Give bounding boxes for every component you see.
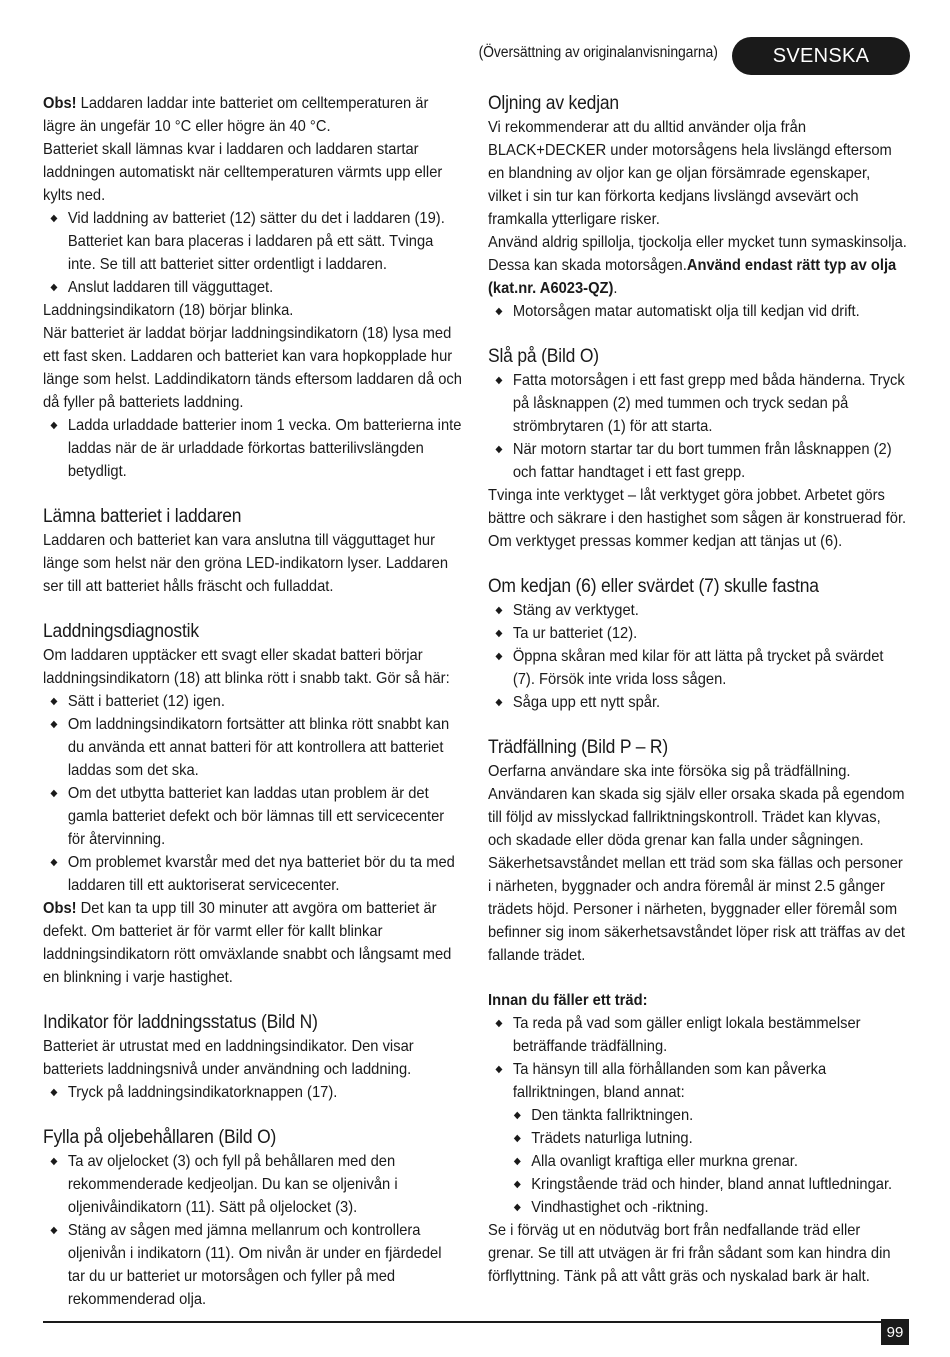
bullet-list [488,300,908,323]
obs-paragraph [43,897,463,989]
sub-bullet-list [488,1104,908,1219]
list-item: ◆ Anslut laddaren till vägguttaget. [43,276,463,299]
section-title-leave-battery: Lämna batteriet i laddaren [43,506,242,527]
list-item: ◆ Ta hänsyn till alla förhållanden som kan påverka fallriktningen, bland annat: [488,1058,908,1104]
list-item: ◆ Ta ur batteriet (12). [488,622,908,645]
list-item: ◆ Vid laddning av batteriet (12) sätter du det i laddaren (19). Batteriet kan bara placeras i laddaren på ett sätt. Tvinga inte. Se till att batteriet sitter ordentligt i laddaren. [43,207,463,276]
list-item: ◆ När motorn startar tar du bort tummen från låsknappen (2) och fattar handtaget i ett fast grepp. [488,438,908,484]
list-item: ◆ Såga upp ett nytt spår. [488,691,908,714]
left-column [43,92,463,1311]
paragraph: Oerfarna användare ska inte försöka sig på trädfällning. Användaren kan skada sig själv eller orsaka skada på egendom till följd av misslyckad fallriktningskontroll. Trädet kan klyvas, och skadade eller döda grenar kan falla under sågningen. [488,763,905,849]
list-item: ◆ Vindhastighet och -riktning. [488,1196,908,1219]
section-title-chain-stuck: Om kedjan (6) eller svärdet (7) skulle fastna [488,576,819,597]
paragraph: Laddaren och batteriet kan vara anslutna till vägguttaget hur länge som helst när den gröna LED-indikatorn lyser. Laddaren ser till att batteriet hålls fräscht och fulladdat. [43,532,449,595]
translation-note: (Översättning av originalanvisningarna) [478,44,718,61]
paragraph [488,231,908,300]
bullet-list [488,599,908,714]
list-item: ◆ Stäng av sågen med jämna mellanrum och kontrollera oljenivån i indikatorn (11). Om nivån är under en fjärdedel tar du ur batteriet ur motorsågen och fyller på med rekommenderad olja. [43,1219,463,1311]
bullet-list [488,369,908,484]
obs-label: Obs! [43,900,77,917]
list-item: ◆ Öppna skåran med kilar för att lätta på trycket på svärdet (7). Försök inte vrida loss sågen. [488,645,908,691]
list-item: ◆ Stäng av verktyget. [488,599,908,622]
paragraph: Säkerhetsavståndet mellan ett träd som ska fällas och personer i närheten, byggnader och andra föremål är minst 2.5 gånger trädets höjd. Personer i närheten, byggnader eller föremål som befinner sig inom säkerhetsavståndet löper risk att träffas av det fallande trädet. [488,855,906,964]
list-item: ◆ Sätt i batteriet (12) igen. [43,690,463,713]
subsection-title-before-felling: Innan du fäller ett träd: [488,992,648,1009]
section-title-chain-lubrication: Oljning av kedjan [488,93,619,114]
list-item: ◆ Om problemet kvarstår med det nya batteriet bör du ta med laddaren till ett auktoriserat servicecenter. [43,851,463,897]
section-title-oil-fill: Fylla på oljebehållaren (Bild O) [43,1127,277,1148]
obs-label: Obs! [43,95,77,112]
bullet-list [43,207,463,299]
paragraph: Batteriet är utrustat med en laddningsindikator. Den visar batteriets laddningsnivå under användning och laddning. [43,1038,414,1078]
paragraph: Vi rekommenderar att du alltid använder olja från BLACK+DECKER under motorsågens hela livslängd eftersom en blandning av oljor kan ge oljan försämrade egenskaper, vilket i sin tur kan förkorta kedjans livslängd avsevärt och framkalla ytterligare risker. [488,119,892,228]
language-badge: SVENSKA [732,37,910,75]
obs-text: Laddaren laddar inte batteriet om celltemperaturen är lägre än ungefär 10 °C eller högre än 40 °C. [43,95,429,135]
list-item: ◆ Den tänkta fallriktningen. [488,1104,908,1127]
paragraph: När batteriet är laddat börjar laddningsindikatorn (18) lysa med ett fast sken. Laddaren och batteriet kan vara hopkopplade hur länge som helst. Laddindikatorn tänds eftersom laddaren då och då fyller på batteriets laddning. [43,325,462,411]
list-item: ◆ Trädets naturliga lutning. [488,1127,908,1150]
list-item: ◆ Ladda urladdade batterier inom 1 vecka. Om batterierna inte laddas när de är urladdade förkortas batterilivslängden betydligt. [43,414,463,483]
list-item: ◆ Kringstående träd och hinder, bland annat luftledningar. [488,1173,908,1196]
list-item: ◆ Om det utbytta batteriet kan laddas utan problem är det gamla batteriet defekt och bör lämnas till ett servicecenter för återvinning. [43,782,463,851]
list-item: ◆ Motorsågen matar automatiskt olja till kedjan vid drift. [488,300,908,323]
bullet-list [43,1081,463,1104]
section-title-diagnostics: Laddningsdiagnostik [43,621,199,642]
page-number: 99 [881,1319,909,1345]
list-item: ◆ Alla ovanligt kraftiga eller murkna grenar. [488,1150,908,1173]
list-item: ◆ Fatta motorsågen i ett fast grepp med båda händerna. Tryck på låsknappen (2) med tummen och tryck sedan på strömbrytaren (1) för att starta. [488,369,908,438]
right-column [488,92,908,1288]
section-title-switch-on: Slå på (Bild O) [488,346,599,367]
paragraph: Tvinga inte verktyget – låt verktyget göra jobbet. Arbetet görs bättre och säkrare i den hastighet som sågen är konstruerad för. Om verktyget pressas kommer kedjan att tänjas ut (6). [488,487,907,550]
bullet-list [43,690,463,897]
obs-paragraph [43,92,463,138]
text: Använd aldrig spillolja, tjockolja eller mycket tunn symaskinsolja. Dessa kan skada motorsågen. [488,234,907,274]
bullet-list [43,414,463,483]
list-item: ◆ Ta reda på vad som gäller enligt lokala bestämmelser beträffande trädfällning. [488,1012,908,1058]
list-item: ◆ Om laddningsindikatorn fortsätter att blinka rött snabbt kan du använda ett annat batteri för att kontrollera att batteriet laddas som det ska. [43,713,463,782]
section-title-charge-status: Indikator för laddningsstatus (Bild N) [43,1012,318,1033]
paragraph: Laddningsindikatorn (18) börjar blinka. [43,302,294,319]
paragraph: Se i förväg ut en nödutväg bort från nedfallande träd eller grenar. Se till att utvägen är fri från sådant som kan hindra din förflyttning. Tänk på att vått gräs och nyskalad bark är halt. [488,1222,891,1285]
list-item: ◆ Tryck på laddningsindikatorknappen (17). [43,1081,463,1104]
text: . [613,280,618,297]
list-item: ◆ Ta av oljelocket (3) och fyll på behållaren med den rekommenderade kedjeoljan. Du kan se oljenivån i oljenivåindikatorn (11). Sätt på oljelocket (3). [43,1150,463,1219]
bullet-list [43,1150,463,1311]
bold-text: Använd endast rätt typ av olja (kat.nr. A6023-QZ) [488,257,897,297]
paragraph: Batteriet skall lämnas kvar i laddaren och laddaren startar laddningen automatiskt när celltemperaturen värmts upp eller kylts ned. [43,141,443,204]
bullet-list [488,1012,908,1104]
footer-rule [43,1321,881,1323]
paragraph: Om laddaren upptäcker ett svagt eller skadat batteri börjar laddningsindikatorn (18) att blinka rött i snabb takt. Gör så här: [43,647,450,687]
obs-text: Det kan ta upp till 30 minuter att avgöra om batteriet är defekt. Om batteriet är för varmt eller för kallt blinkar laddningsindikatorn rött omväxlande snabbt och långsamt med en blinkning i varje hastighet. [43,900,452,986]
section-title-tree-felling: Trädfällning (Bild P – R) [488,737,669,758]
